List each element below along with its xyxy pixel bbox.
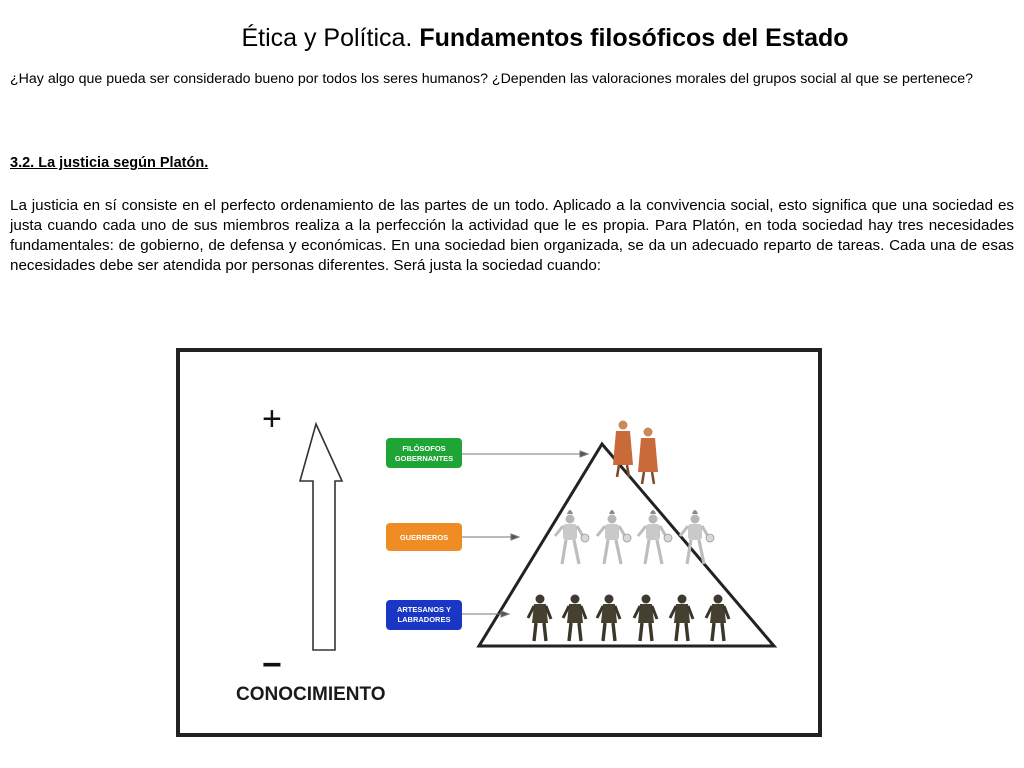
- minus-sign: −: [262, 646, 282, 684]
- intro-question: ¿Hay algo que pueda ser considerado bueno por todos los seres humanos? ¿Dependen las valoraciones morales del grupos social al que se pertenece?: [10, 71, 973, 87]
- page-title: [0, 22, 1024, 54]
- level-label-artisans-line2: LABRADORES: [397, 615, 451, 624]
- level-label-warriors-line1: GUERREROS: [399, 533, 449, 542]
- level-label-philosophers-line2: GOBERNANTES: [394, 454, 454, 463]
- title-bold: Fundamentos filosóficos del Estado: [419, 24, 849, 52]
- plus-sign: +: [262, 400, 282, 438]
- diagram-svg: [176, 348, 822, 737]
- body-paragraph: La justicia en sí consiste en el perfecto ordenamiento de las partes de un todo. Aplicado a la convivencia social, esto significa que una sociedad es justa cuando cada uno de sus miembros realiza a la perfección la actividad que le es propia. Para Platón, en toda sociedad hay tres necesidades fundamentales: de gobierno, de defensa y económicas. En una sociedad bien organizada, se da un adecuado reparto de tareas. Cada una de esas necesidades debe ser atendida por personas diferentes. Será justa la sociedad cuando:: [10, 197, 1014, 274]
- level-label-artisans: [386, 600, 462, 630]
- knowledge-label: CONOCIMIENTO: [236, 684, 386, 705]
- level-label-warriors: [386, 523, 462, 551]
- plato-society-diagram: [176, 348, 822, 737]
- level-label-philosophers-line1: FILÓSOFOS: [402, 444, 446, 453]
- level-label-artisans-line1: ARTESANOS Y: [396, 605, 452, 614]
- section-heading: 3.2. La justicia según Platón.: [10, 155, 209, 171]
- level-label-philosophers: [386, 438, 462, 468]
- title-plain: Ética y Política.: [241, 24, 420, 52]
